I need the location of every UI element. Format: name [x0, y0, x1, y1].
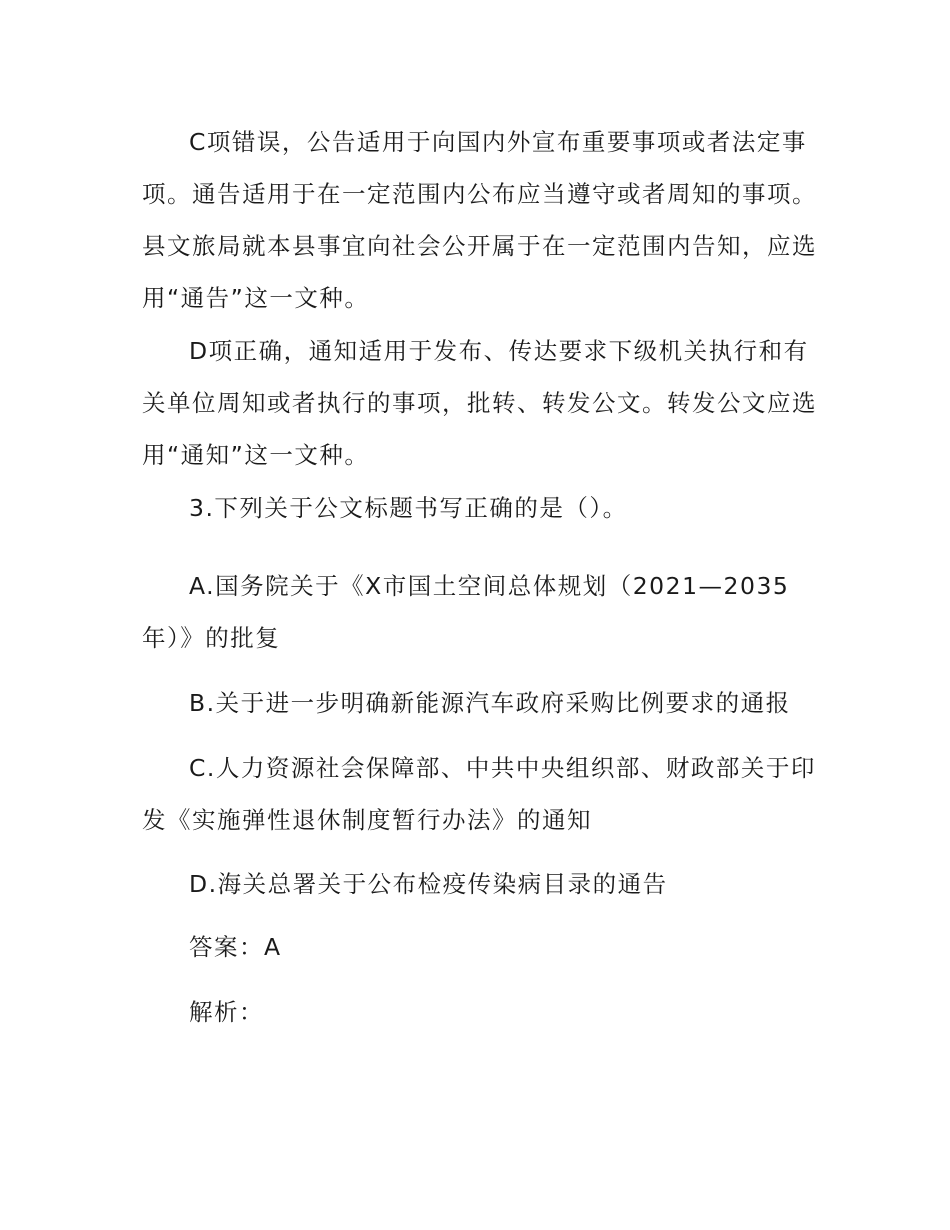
question-3-stem: 3.下列关于公文标题书写正确的是（）。 — [189, 494, 628, 522]
question-3-option-b: B.关于进一步明确新能源汽车政府采购比例要求的通报 — [189, 689, 791, 717]
analysis-heading: 解析： — [189, 998, 264, 1026]
question-3-option-c: C.人力资源社会保障部、中共中央组织部、财政部关于印发《实施弹性退休制度暂行办法》的通知 — [142, 754, 816, 834]
paragraph-option-c-explanation: C项错误，公告适用于向国内外宣布重要事项或者法定事项。通告适用于在一定范围内公布应当遵守或者周知的事项。县文旅局就本县事宜向社会公开属于在一定范围内告知，应选用“通告”这一文种。 — [142, 128, 817, 312]
paragraph-option-d-explanation: D项正确，通知适用于发布、传达要求下级机关执行和有关单位周知或者执行的事项，批转、转发公文。转发公文应选用“通知”这一文种。 — [142, 337, 817, 469]
answer-line: 答案：A — [189, 933, 282, 961]
question-3-option-d: D.海关总署关于公布检疫传染病目录的通告 — [189, 870, 668, 898]
question-3-option-a: A.国务院关于《X市国土空间总体规划（2021—2035年）》的批复 — [142, 572, 790, 652]
